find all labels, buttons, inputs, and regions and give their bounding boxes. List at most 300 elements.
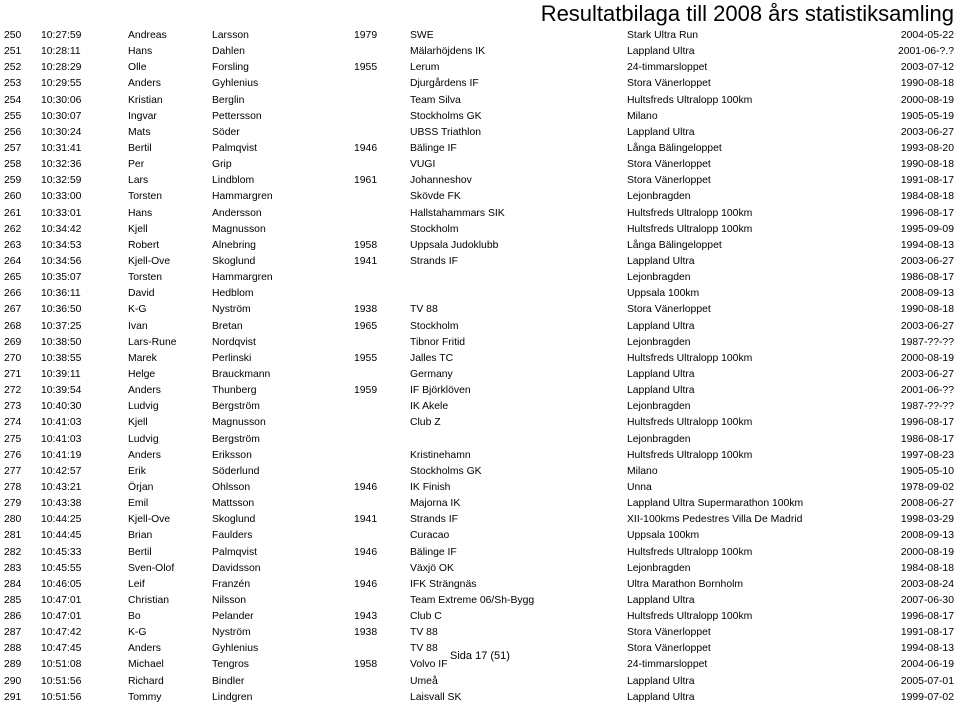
club-cell: Mälarhöjdens IK [410, 46, 486, 58]
time-cell: 10:28:11 [41, 46, 81, 58]
time-cell: 10:29:55 [41, 78, 82, 90]
club-cell: Club C [410, 611, 442, 623]
table-row [0, 270, 960, 286]
event-cell: Lappland Ultra [627, 126, 695, 138]
date-cell: 1995-09-09 [900, 223, 954, 235]
table-row [0, 222, 960, 238]
date-cell: 1991-08-17 [900, 175, 954, 187]
placing-cell: 265 [4, 272, 22, 284]
date-cell: 1905-05-10 [900, 465, 954, 477]
last-name-cell: Söder [212, 126, 240, 138]
last-name-cell: Faulders [212, 530, 253, 542]
event-cell: Långa Bälingeloppet [627, 239, 722, 251]
date-cell: 2003-06-27 [900, 126, 954, 138]
last-name-cell: Nyström [212, 304, 251, 316]
birth-year-cell: 1965 [354, 320, 378, 332]
club-cell: TV 88 [410, 304, 438, 316]
event-cell: Hultsfreds Ultralopp 100km [627, 449, 753, 461]
club-cell: Bälinge IF [410, 546, 457, 558]
first-name-cell: Tommy [128, 691, 162, 703]
first-name-cell: Sven-Olof [128, 562, 175, 574]
event-cell: Milano [627, 465, 658, 477]
table-row [0, 545, 960, 561]
table-row [0, 254, 960, 270]
table-row [0, 399, 960, 415]
event-cell: Lappland Ultra [627, 320, 695, 332]
date-cell: 2005-07-01 [900, 675, 954, 687]
last-name-cell: Alnebring [212, 239, 256, 251]
date-cell: 1987-??-?? [900, 336, 954, 348]
table-row [0, 625, 960, 641]
first-name-cell: Hans [128, 46, 153, 58]
club-cell: Hallstahammars SIK [410, 207, 505, 219]
placing-cell: 291 [4, 691, 22, 703]
birth-year-cell: 1946 [354, 142, 378, 154]
table-row [0, 93, 960, 109]
placing-cell: 283 [4, 562, 22, 574]
date-cell: 1984-08-18 [900, 562, 954, 574]
first-name-cell: Bo [128, 611, 141, 623]
event-cell: Stora Vänerloppet [627, 159, 711, 171]
first-name-cell: Torsten [128, 191, 163, 203]
date-cell: 1984-08-18 [900, 191, 954, 203]
date-cell: 2003-08-24 [900, 578, 954, 590]
time-cell: 10:43:38 [41, 498, 82, 510]
placing-cell: 270 [4, 352, 22, 364]
first-name-cell: Kjell-Ove [128, 255, 171, 267]
event-cell: Hultsfreds Ultralopp 100km [627, 417, 753, 429]
time-cell: 10:51:08 [41, 659, 82, 671]
date-cell: 1996-08-17 [900, 611, 954, 623]
placing-cell: 250 [4, 30, 22, 41]
club-cell: VUGI [410, 159, 436, 171]
event-cell: Lappland Ultra [627, 594, 695, 606]
club-cell: Volvo IF [410, 659, 448, 671]
last-name-cell: Grip [212, 159, 232, 171]
club-cell: Tibnor Fritid [410, 336, 466, 348]
table-row [0, 157, 960, 173]
birth-year-cell: 1955 [354, 62, 378, 74]
first-name-cell: Kjell-Ove [128, 514, 171, 526]
date-cell: 1987-??-?? [900, 401, 954, 413]
club-cell: IFK Strängnäs [410, 578, 477, 590]
event-cell: Lappland Ultra [627, 691, 695, 703]
date-cell: 1994-08-13 [900, 239, 954, 251]
event-cell: Långa Bälingeloppet [627, 142, 722, 154]
last-name-cell: Bergström [212, 401, 260, 413]
date-cell: 2003-07-12 [900, 62, 954, 74]
first-name-cell: Anders [128, 78, 161, 90]
event-cell: Stora Vänerloppet [627, 78, 711, 90]
first-name-cell: Ivan [128, 320, 148, 332]
placing-cell: 287 [4, 627, 22, 639]
time-cell: 10:31:41 [41, 142, 82, 154]
club-cell: Strands IF [410, 514, 458, 526]
date-cell: 1905-05-19 [900, 110, 954, 122]
birth-year-cell: 1941 [354, 514, 378, 526]
last-name-cell: Gyhlenius [212, 643, 259, 655]
date-cell: 1991-08-17 [900, 627, 954, 639]
last-name-cell: Franzén [212, 578, 251, 590]
time-cell: 10:43:21 [41, 481, 82, 493]
table-row [0, 448, 960, 464]
time-cell: 10:30:24 [41, 126, 82, 138]
time-cell: 10:47:01 [41, 594, 82, 606]
time-cell: 10:41:19 [41, 449, 82, 461]
table-row [0, 173, 960, 189]
birth-year-cell: 1946 [354, 481, 378, 493]
time-cell: 10:51:56 [41, 691, 82, 703]
date-cell: 2001-06-?.? [897, 46, 954, 58]
date-cell: 1978-09-02 [900, 481, 954, 493]
event-cell: Stora Vänerloppet [627, 627, 711, 639]
last-name-cell: Dahlen [212, 46, 245, 58]
birth-year-cell: 1938 [354, 304, 378, 316]
date-cell: 2003-06-27 [900, 255, 954, 267]
club-cell: Växjö OK [410, 562, 454, 574]
event-cell: Uppsala 100km [627, 288, 700, 300]
event-cell: 24-timmarsloppet [627, 62, 708, 74]
first-name-cell: Marek [128, 352, 157, 364]
table-row [0, 351, 960, 367]
time-cell: 10:47:01 [41, 611, 82, 623]
placing-cell: 282 [4, 546, 22, 558]
date-cell: 2000-08-19 [900, 352, 954, 364]
table-row [0, 383, 960, 399]
last-name-cell: Hammargren [212, 191, 273, 203]
birth-year-cell: 1943 [354, 611, 378, 623]
event-cell: Stark Ultra Run [627, 30, 699, 41]
placing-cell: 274 [4, 417, 22, 429]
first-name-cell: Andreas [128, 30, 167, 41]
time-cell: 10:34:53 [41, 239, 82, 251]
club-cell: IK Finish [410, 481, 451, 493]
club-cell: IK Akele [410, 401, 449, 413]
birth-year-cell: 1979 [354, 30, 378, 41]
last-name-cell: Skoglund [212, 255, 256, 267]
placing-cell: 255 [4, 110, 22, 122]
date-cell: 2008-06-27 [900, 498, 954, 510]
placing-cell: 263 [4, 239, 22, 251]
first-name-cell: Olle [128, 62, 147, 74]
last-name-cell: Gyhlenius [212, 78, 259, 90]
first-name-cell: Anders [128, 643, 161, 655]
club-cell: Skövde FK [410, 191, 461, 203]
last-name-cell: Tengros [212, 659, 249, 671]
placing-cell: 254 [4, 94, 22, 106]
birth-year-cell: 1961 [354, 175, 378, 187]
last-name-cell: Nordqvist [212, 336, 256, 348]
placing-cell: 259 [4, 175, 22, 187]
time-cell: 10:32:59 [41, 175, 82, 187]
last-name-cell: Söderlund [212, 465, 260, 477]
placing-cell: 280 [4, 514, 22, 526]
placing-cell: 286 [4, 611, 22, 623]
table-row [0, 464, 960, 480]
table-row [0, 609, 960, 625]
time-cell: 10:47:42 [41, 627, 82, 639]
first-name-cell: Ludvig [128, 433, 159, 445]
time-cell: 10:28:29 [41, 62, 82, 74]
last-name-cell: Lindgren [212, 691, 253, 703]
date-cell: 1990-08-18 [900, 159, 954, 171]
placing-cell: 278 [4, 481, 22, 493]
club-cell: Club Z [410, 417, 441, 429]
club-cell: Laisvall SK [410, 691, 462, 703]
table-row [0, 415, 960, 431]
time-cell: 10:33:00 [41, 191, 82, 203]
event-cell: Stora Vänerloppet [627, 643, 711, 655]
club-cell: Bälinge IF [410, 142, 457, 154]
placing-cell: 272 [4, 385, 22, 397]
first-name-cell: Kjell [128, 223, 148, 235]
event-cell: Lejonbragden [627, 562, 691, 574]
last-name-cell: Hammargren [212, 272, 273, 284]
table-row [0, 512, 960, 528]
first-name-cell: Leif [128, 578, 145, 590]
club-cell: Umeå [410, 675, 438, 687]
date-cell: 2004-06-19 [900, 659, 954, 671]
date-cell: 1990-08-18 [900, 304, 954, 316]
time-cell: 10:44:45 [41, 530, 82, 542]
date-cell: 1997-08-23 [900, 449, 954, 461]
first-name-cell: Torsten [128, 272, 163, 284]
placing-cell: 253 [4, 78, 22, 90]
club-cell: Team Extreme 06/Sh-Bygg [410, 594, 535, 606]
time-cell: 10:27:59 [41, 30, 82, 41]
event-cell: Lappland Ultra [627, 255, 695, 267]
placing-cell: 290 [4, 675, 22, 687]
time-cell: 10:36:11 [41, 288, 81, 300]
placing-cell: 275 [4, 433, 22, 445]
event-cell: 24-timmarsloppet [627, 659, 708, 671]
first-name-cell: Per [128, 159, 145, 171]
event-cell: Stora Vänerloppet [627, 304, 711, 316]
date-cell: 2008-09-13 [900, 288, 954, 300]
date-cell: 2001-06-?? [900, 385, 954, 397]
placing-cell: 273 [4, 401, 22, 413]
event-cell: Lappland Ultra [627, 385, 695, 397]
last-name-cell: Lindblom [212, 175, 255, 187]
table-row [0, 109, 960, 125]
event-cell: Lejonbragden [627, 191, 691, 203]
time-cell: 10:37:25 [41, 320, 82, 332]
time-cell: 10:40:30 [41, 401, 82, 413]
time-cell: 10:34:42 [41, 223, 82, 235]
club-cell: Stockholms GK [410, 110, 482, 122]
placing-cell: 257 [4, 142, 22, 154]
date-cell: 1998-03-29 [900, 514, 954, 526]
table-row [0, 480, 960, 496]
event-cell: Ultra Marathon Bornholm [627, 578, 744, 590]
club-cell: Majorna IK [410, 498, 461, 510]
date-cell: 2003-06-27 [900, 368, 954, 380]
time-cell: 10:41:03 [41, 433, 82, 445]
date-cell: 1994-08-13 [900, 643, 954, 655]
table-row [0, 335, 960, 351]
first-name-cell: Anders [128, 385, 161, 397]
table-row [0, 286, 960, 302]
date-cell: 2000-08-19 [900, 546, 954, 558]
first-name-cell: Emil [128, 498, 149, 510]
time-cell: 10:46:05 [41, 578, 82, 590]
birth-year-cell: 1941 [354, 255, 378, 267]
last-name-cell: Brauckmann [212, 368, 271, 380]
first-name-cell: Örjan [128, 481, 154, 493]
event-cell: Hultsfreds Ultralopp 100km [627, 546, 753, 558]
club-cell: Lerum [410, 62, 440, 74]
placing-cell: 264 [4, 255, 22, 267]
date-cell: 1996-08-17 [900, 207, 954, 219]
event-cell: Lejonbragden [627, 272, 691, 284]
page-title: Resultatbilaga till 2008 års statistiksamling [540, 1, 954, 26]
first-name-cell: Ludvig [128, 401, 159, 413]
time-cell: 10:44:25 [41, 514, 82, 526]
club-cell: Kristinehamn [410, 449, 471, 461]
date-cell: 1996-08-17 [900, 417, 954, 429]
time-cell: 10:42:57 [41, 465, 82, 477]
event-cell: Lappland Ultra [627, 46, 695, 58]
first-name-cell: Michael [128, 659, 164, 671]
table-row [0, 125, 960, 141]
table-row [0, 593, 960, 609]
last-name-cell: Perlinski [212, 352, 252, 364]
placing-cell: 289 [4, 659, 22, 671]
table-row [0, 319, 960, 335]
last-name-cell: Nyström [212, 627, 251, 639]
last-name-cell: Davidsson [212, 562, 261, 574]
time-cell: 10:45:55 [41, 562, 82, 574]
time-cell: 10:47:45 [41, 643, 82, 655]
placing-cell: 266 [4, 288, 22, 300]
first-name-cell: Ingvar [128, 110, 157, 122]
last-name-cell: Andersson [212, 207, 262, 219]
event-cell: Milano [627, 110, 658, 122]
club-cell: Uppsala Judoklubb [410, 239, 499, 251]
first-name-cell: Bertil [128, 546, 152, 558]
date-cell: 2008-09-13 [900, 530, 954, 542]
table-row [0, 690, 960, 706]
placing-cell: 281 [4, 530, 22, 542]
date-cell: 1999-07-02 [900, 691, 954, 703]
table-row [0, 238, 960, 254]
birth-year-cell: 1946 [354, 546, 378, 558]
club-cell: Johanneshov [410, 175, 472, 187]
first-name-cell: Lars [128, 175, 149, 187]
first-name-cell: Erik [128, 465, 146, 477]
table-row [0, 302, 960, 318]
club-cell: Germany [410, 368, 453, 380]
results-table [0, 28, 960, 706]
club-cell: Stockholms GK [410, 465, 482, 477]
time-cell: 10:33:01 [41, 207, 82, 219]
table-row [0, 496, 960, 512]
first-name-cell: K-G [128, 627, 147, 639]
event-cell: Lejonbragden [627, 433, 691, 445]
placing-cell: 288 [4, 643, 22, 655]
time-cell: 10:45:33 [41, 546, 82, 558]
time-cell: 10:51:56 [41, 675, 82, 687]
club-cell: TV 88 [410, 643, 438, 655]
first-name-cell: Christian [128, 594, 169, 606]
last-name-cell: Bergström [212, 433, 260, 445]
event-cell: XII-100kms Pedestres Villa De Madrid [627, 514, 803, 526]
club-cell: Curacao [410, 530, 450, 542]
time-cell: 10:30:06 [41, 94, 82, 106]
placing-cell: 258 [4, 159, 22, 171]
date-cell: 2007-06-30 [900, 594, 954, 606]
last-name-cell: Hedblom [212, 288, 254, 300]
placing-cell: 285 [4, 594, 22, 606]
table-row [0, 206, 960, 222]
time-cell: 10:35:07 [41, 272, 82, 284]
event-cell: Unna [627, 481, 652, 493]
date-cell: 2004-05-22 [900, 30, 954, 41]
placing-cell: 260 [4, 191, 22, 203]
table-row [0, 28, 960, 44]
time-cell: 10:30:07 [41, 110, 82, 122]
date-cell: 1993-08-20 [900, 142, 954, 154]
time-cell: 10:39:54 [41, 385, 82, 397]
placing-cell: 268 [4, 320, 22, 332]
club-cell: TV 88 [410, 627, 438, 639]
date-cell: 1986-08-17 [900, 433, 954, 445]
placing-cell: 251 [4, 46, 22, 58]
last-name-cell: Palmqvist [212, 546, 258, 558]
club-cell: Stockholm [410, 223, 459, 235]
placing-cell: 276 [4, 449, 22, 461]
placing-cell: 277 [4, 465, 22, 477]
table-row [0, 76, 960, 92]
last-name-cell: Pettersson [212, 110, 262, 122]
first-name-cell: Mats [128, 126, 151, 138]
last-name-cell: Larsson [212, 30, 249, 41]
table-row [0, 367, 960, 383]
date-cell: 2000-08-19 [900, 94, 954, 106]
last-name-cell: Pelander [212, 611, 254, 623]
event-cell: Hultsfreds Ultralopp 100km [627, 611, 753, 623]
placing-cell: 267 [4, 304, 22, 316]
placing-cell: 269 [4, 336, 22, 348]
last-name-cell: Eriksson [212, 449, 252, 461]
birth-year-cell: 1959 [354, 385, 378, 397]
time-cell: 10:41:03 [41, 417, 82, 429]
first-name-cell: Anders [128, 449, 161, 461]
last-name-cell: Bretan [212, 320, 243, 332]
first-name-cell: Lars-Rune [128, 336, 177, 348]
placing-cell: 262 [4, 223, 22, 235]
last-name-cell: Bindler [212, 675, 245, 687]
birth-year-cell: 1958 [354, 239, 378, 251]
first-name-cell: Helge [128, 368, 156, 380]
event-cell: Hultsfreds Ultralopp 100km [627, 223, 753, 235]
placing-cell: 279 [4, 498, 22, 510]
time-cell: 10:38:50 [41, 336, 82, 348]
club-cell: Strands IF [410, 255, 458, 267]
placing-cell: 271 [4, 368, 22, 380]
first-name-cell: Hans [128, 207, 153, 219]
last-name-cell: Skoglund [212, 514, 256, 526]
event-cell: Lejonbragden [627, 401, 691, 413]
last-name-cell: Palmqvist [212, 142, 258, 154]
date-cell: 1990-08-18 [900, 78, 954, 90]
event-cell: Hultsfreds Ultralopp 100km [627, 207, 753, 219]
first-name-cell: Kjell [128, 417, 148, 429]
club-cell: Stockholm [410, 320, 459, 332]
first-name-cell: Richard [128, 675, 164, 687]
event-cell: Hultsfreds Ultralopp 100km [627, 352, 753, 364]
placing-cell: 284 [4, 578, 22, 590]
